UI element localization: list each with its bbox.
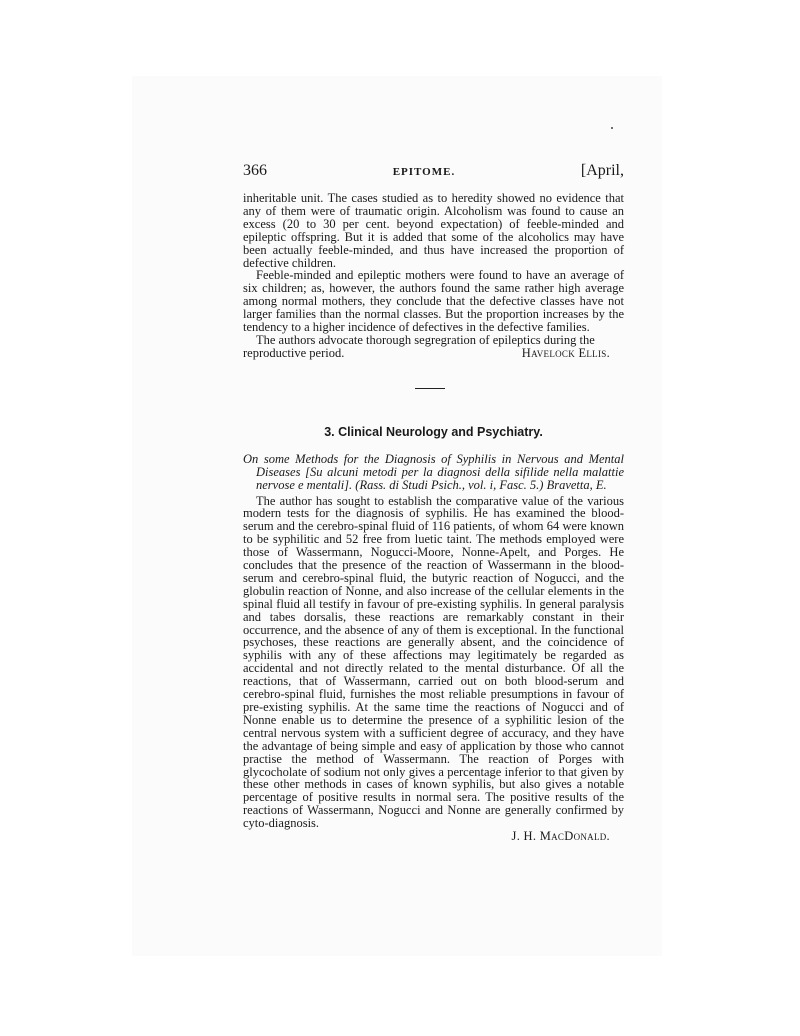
paragraph-abstract: The author has sought to establish the comparative value of the various modern tests for the diagnosis of syphilis. He has examined the blood-serum and the cerebro-spinal fluid of 116 patients, of whom 64 were known to be syphilitic and 52 free from luetic taint. The methods employed were those of Wassermann, Nogucci-Moore, Nonne-Apelt, and Porges. He concludes that the presence of the reaction of Wassermann in the blood-serum and cerebro-spinal fluid, the butyric reaction of Nogucci, and the globulin reaction of Nonne, and also increase of the cellular elements in the spinal fluid all testify in favour of pre-existing syphilis. In general paralysis and tabes dorsalis, these reactions are remarkably constant in their occurrence, and the absence of any of them is exceptional. In the functional psychoses, these reactions are generally absent, and the coincidence of syphilis with any of these affections may legitimately be regarded as accidental and not directly related to the mental disturbance. Of all the reactions, that of Wassermann, carried out on both blood-serum and cerebro-spinal fluid, furnishes the most reliable presumptions in favour of pre-existing syphilis. At the same time the reactions of Nogucci and of Nonne enable us to determine the presence of a syphilitic lesion of the central nervous system with a sufficient degree of accuracy, and they have the advantage of being simple and easy of application by those who cannot practise the method of Wassermann. The reaction of Porges with glycocholate of sodium not only gives a percentage inferior to that given by these other methods in cases of known syphilis, but also gives a notable percentage of positive results in normal sera. The positive results of the reactions of Wassermann, Nogucci and Nonne are generally confirmed by cyto-diagnosis. (243, 493, 624, 831)
paragraph-segregation-end: reproductive period. (243, 345, 345, 360)
scan-speck (611, 127, 613, 129)
running-month: [April, (580, 162, 624, 179)
paragraph-heredity: inheritable unit. The cases studied as to heredity showed no evidence that any of them were of traumatic origin. Alcoholism was found to cause an excess (20 to 30 per cent. beyond expectation) of feeble-minded and epileptic offspring. But it is added that some of the alcoholics may have been actually feeble-minded, and thus have increased the proportion of defective children. (243, 191, 624, 270)
page-number: 366 (243, 162, 267, 179)
author-signature-macdonald: J. H. MacDonald. (511, 829, 610, 844)
divider-rule (415, 388, 445, 389)
section-divider (243, 360, 624, 404)
paragraph-segregation: The authors advocate thorough segregration of epileptics during the (256, 332, 595, 347)
running-title: EPITOME. (392, 166, 456, 178)
citation-source: (Rass. di Studi Psich., vol. i, Fasc. 5.) (355, 477, 544, 492)
citation-author: Bravetta, E. (546, 477, 607, 492)
article-citation (243, 453, 624, 492)
paragraph-mothers: Feeble-minded and epileptic mothers were found to have an average of six children; as, however, the authors found the same rather high average among normal mothers, they conclude that the defective classes have not larger families than the normal classes. But the proportion increases by the tendency to a higher incidence of defectives in the defective families. (243, 268, 624, 335)
citation-title: On some Methods for the Diagnosis of Syphilis in Nervous and Mental Diseases [Su alcuni metodi per la diagnosi della sifilide nella malattie nervose e mentali]. (243, 451, 624, 492)
signature-line-2 (243, 830, 624, 843)
running-header (243, 162, 624, 190)
text-column (243, 162, 624, 843)
author-signature-ellis: Havelock Ellis. (521, 345, 610, 360)
signature-line-1 (243, 347, 624, 360)
section-heading: 3. Clinical Neurology and Psychiatry. (324, 424, 543, 439)
